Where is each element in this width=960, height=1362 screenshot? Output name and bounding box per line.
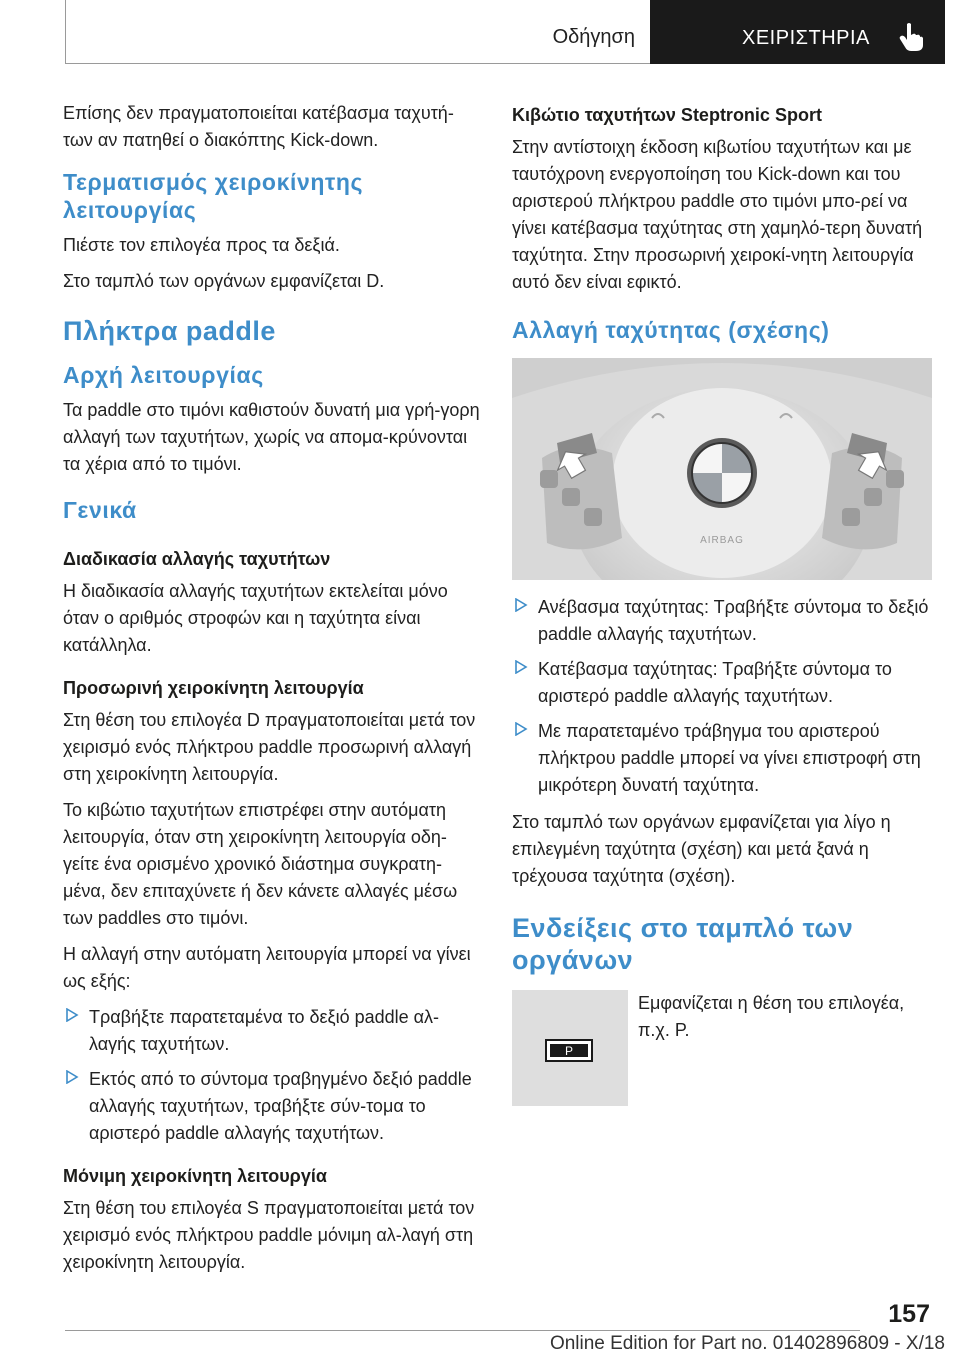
heading-paddle: Πλήκτρα paddle [63, 316, 276, 346]
temporary-bullet-list [63, 1004, 483, 1147]
heading-dashboard-indications: Ενδείξεις στο ταμπλό των οργάνων [512, 913, 854, 975]
heading-principle: Αρχή λειτουργίας [63, 362, 264, 388]
triangle-bullet-icon [65, 1070, 79, 1084]
header-bottom-rule [65, 63, 650, 64]
header-chapter-label: ΧΕΙΡΙΣΤΗΡΙΑ [742, 27, 870, 49]
temporary-paragraph-2: Το κιβώτιο ταχυτήτων επιστρέφει στην αυτόματη λειτουργία, όταν στη χειροκίνητη λειτουργία οδη‐γείτε ένα ορισμένο χρονικό διάστημα συγκρατη‐μένα, δεν επιταχύνετε ή δεν κάνετε αλλαγές μέσω των paddles στο τιμόνι. [63, 800, 458, 928]
temporary-paragraph-3: Η αλλαγή στην αυτόματη λειτουργία μπορεί να γίνει ως εξής: [63, 944, 471, 991]
heading-steptronic-sport: Κιβώτιο ταχυτήτων Steptronic Sport [512, 105, 822, 125]
left-column [63, 100, 483, 1285]
heading-end-manual: Τερματισμός χειροκίνητης λειτουργίας [63, 169, 364, 223]
gear-change-bullet-list [512, 594, 932, 799]
dashboard-display-illustration [512, 990, 628, 1106]
end-manual-step-1: Πιέστε τον επιλογέα προς τα δεξιά. [63, 235, 340, 255]
gear-letter: P [564, 1044, 574, 1058]
dashboard-indication-row [512, 990, 932, 1110]
header-section-title: Οδήγηση [552, 26, 635, 48]
intro-paragraph: Επίσης δεν πραγματοποιείται κατέβασμα ταχυτή‐των αν πατηθεί ο διακόπτης Kick-down. [63, 103, 454, 150]
bullet-text: Κατέβασμα ταχύτητας: Τραβήξτε σύντομα το αριστερό paddle αλλαγής ταχυτήτων. [538, 659, 892, 706]
heading-procedure: Διαδικασία αλλαγής ταχυτήτων [63, 549, 331, 569]
list-item [512, 718, 932, 799]
footer-rule [65, 1330, 860, 1331]
gear-display-icon [512, 990, 628, 1106]
list-item [63, 1004, 483, 1058]
temporary-paragraph-1: Στη θέση του επιλογέα D πραγματοποιείται μετά τον χειρισμό ενός πλήκτρου paddle προσωρινή αλλαγή στη χειροκίνητη λειτουργία. [63, 710, 476, 784]
page-number: 157 [888, 1300, 930, 1328]
list-item [512, 656, 932, 710]
heading-general: Γενικά [63, 497, 137, 523]
bullet-text: Με παρατεταμένο τράβηγμα του αριστερού πλήκτρου paddle μπορεί να γίνει επιστροφή στη μικρότερη δυνατή ταχύτητα. [538, 721, 921, 795]
heading-gear-change: Αλλαγή ταχύτητας (σχέσης) [512, 317, 830, 343]
steptronic-paragraph: Στην αντίστοιχη έκδοση κιβωτίου ταχυτήτων και με ταυτόχρονη ενεργοποίηση του Kick-down και του αριστερού πλήκτρου paddle στο τιμόνι μπο‐ρεί να γίνει κατέβασμα ταχύτητας στη χαμηλό‐τερη δυνατή ταχύτητα. Στην προσωρινή χειροκί‐νητη λειτουργία αυτό δεν είναι εφικτό. [512, 137, 923, 292]
right-column [512, 100, 932, 1110]
end-manual-step-2: Στο ταμπλό των οργάνων εμφανίζεται D. [63, 271, 385, 291]
principle-paragraph: Τα paddle στο τιμόνι καθιστούν δυνατή μια γρή‐γορη αλλαγή των ταχυτήτων, χωρίς να απομα‐κρύνονται τα χέρια από το τιμόνι. [63, 400, 480, 474]
list-item [63, 1066, 483, 1147]
steering-wheel-illustration [512, 358, 932, 580]
procedure-paragraph: Η διαδικασία αλλαγής ταχυτήτων εκτελείται μόνο όταν ο αριθμός στροφών και η ταχύτητα είναι κατάλληλα. [63, 581, 448, 655]
triangle-bullet-icon [514, 598, 528, 612]
bullet-text: Ανέβασμα ταχύτητας: Τραβήξτε σύντομα το δεξιό paddle αλλαγής ταχυτήτων. [538, 597, 929, 644]
hand-pointer-icon [898, 22, 924, 52]
dashboard-indication-text: Εμφανίζεται η θέση του επιλογέα, π.χ. P. [638, 993, 905, 1040]
header-left-rule [65, 0, 66, 64]
bullet-text: Εκτός από το σύντομα τραβηγμένο δεξιό paddle αλλαγής ταχυτήτων, τραβήξτε σύν‐τομα το αριστερό paddle αλλαγής ταχυτήτων. [89, 1069, 472, 1143]
triangle-bullet-icon [514, 722, 528, 736]
permanent-paragraph: Στη θέση του επιλογέα S πραγματοποιείται μετά τον χειρισμό ενός πλήκτρου paddle μόνιμη αλ‐λαγή στη χειροκίνητη λειτουργία. [63, 1198, 475, 1272]
header-chapter-tab [650, 0, 945, 64]
bullet-text: Τραβήξτε παρατεταμένα το δεξιό paddle αλ‐λαγής ταχυτήτων. [89, 1007, 440, 1054]
gear-change-paragraph: Στο ταμπλό των οργάνων εμφανίζεται για λίγο η επιλεγμένη ταχύτητα (σχέση) και μετά ξανά η τρέχουσα ταχύτητα (σχέση). [512, 812, 891, 886]
heading-permanent-manual: Μόνιμη χειροκίνητη λειτουργία [63, 1166, 327, 1186]
triangle-bullet-icon [514, 660, 528, 674]
heading-temporary-manual: Προσωρινή χειροκίνητη λειτουργία [63, 678, 364, 698]
list-item [512, 594, 932, 648]
airbag-label: AIRBAG [700, 535, 744, 546]
triangle-bullet-icon [65, 1008, 79, 1022]
footer-edition: Online Edition for Part no. 01402896809 - X/18 [549, 1333, 945, 1354]
